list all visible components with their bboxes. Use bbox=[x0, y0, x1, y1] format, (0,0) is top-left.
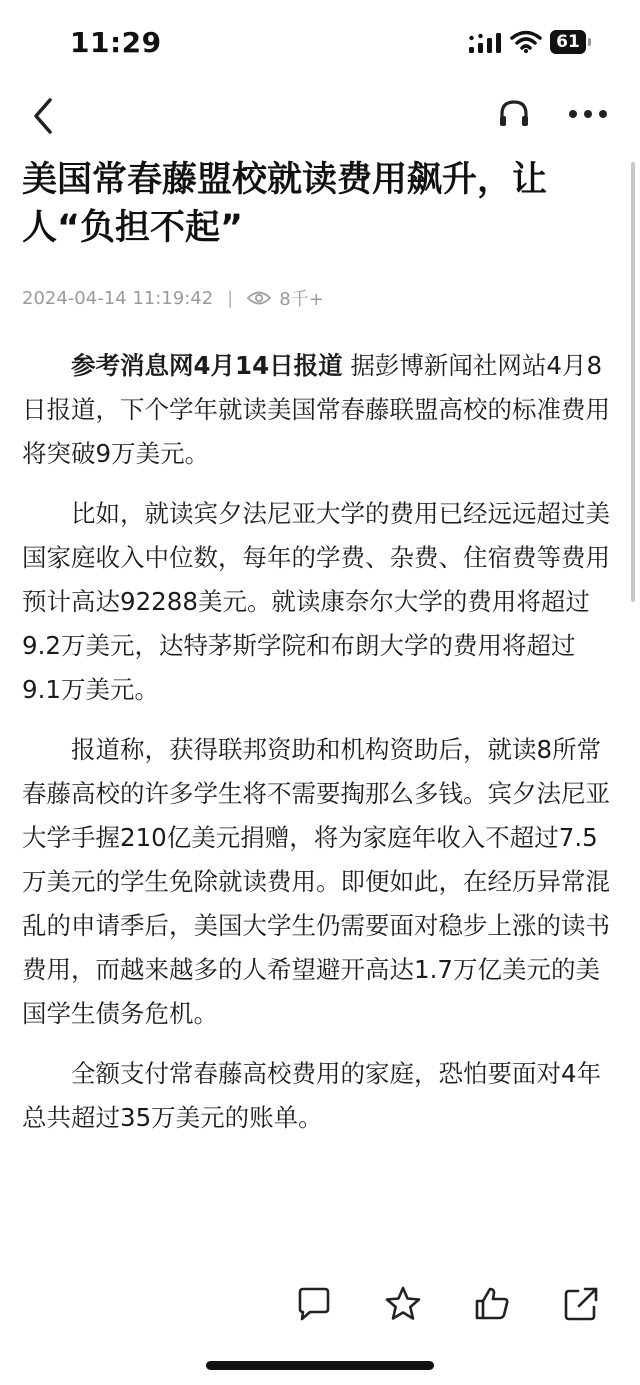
view-count: 8千+ bbox=[279, 289, 324, 310]
article-title: 美国常春藤盟校就读费用飙升，让人“负担不起” bbox=[22, 160, 548, 248]
eye-icon bbox=[247, 290, 271, 306]
more-icon[interactable] bbox=[566, 96, 610, 132]
battery-icon bbox=[550, 30, 592, 54]
paragraph-text: 全额支付常春藤高校费用的家庭，恐怕要面对4年总共超过35万美元的账单。 bbox=[22, 1059, 602, 1132]
paragraph bbox=[22, 728, 612, 1036]
share-icon[interactable] bbox=[561, 1284, 601, 1324]
paragraph bbox=[22, 1052, 612, 1140]
article-meta bbox=[22, 284, 324, 312]
nav-bar bbox=[0, 86, 640, 146]
article-body bbox=[22, 344, 612, 1156]
paragraph-text: 比如，就读宾夕法尼亚大学的费用已经远远超过美国家庭收入中位数，每年的学费、杂费、住宿费等费用预计高达92288美元。就读康奈尔大学的费用将超过9.2万美元，达特茅斯学院和布朗大学的费用将超过9.1万美元。 bbox=[22, 499, 610, 704]
paragraph bbox=[22, 344, 612, 476]
paragraph bbox=[22, 492, 612, 712]
battery-level: 61 bbox=[556, 32, 580, 52]
signal-icon bbox=[468, 32, 504, 54]
battery-cap bbox=[588, 38, 591, 46]
status-time: 11:29 bbox=[70, 26, 162, 59]
status-bar bbox=[0, 0, 640, 86]
comment-icon[interactable] bbox=[294, 1284, 334, 1324]
scrollbar[interactable] bbox=[631, 162, 635, 602]
headphones-icon[interactable] bbox=[496, 96, 532, 132]
paragraph-lead: 参考消息网4月14日报道 bbox=[71, 351, 343, 380]
publish-date: 2024-04-14 11:19:42 bbox=[22, 287, 214, 309]
back-icon[interactable] bbox=[24, 92, 64, 140]
action-bar bbox=[0, 1278, 640, 1334]
wifi-icon bbox=[510, 30, 542, 54]
meta-separator: | bbox=[227, 287, 234, 309]
paragraph-text: 据彭博新闻社网站4月8日报道，下个学年就读美国常春藤联盟高校的标准费用将突破9万美元。 bbox=[22, 351, 610, 468]
paragraph-text: 报道称，获得联邦资助和机构资助后，就读8所常春藤高校的许多学生将不需要掏那么多钱。宾夕法尼亚大学手握210亿美元捐赠，将为家庭年收入不超过7.5万美元的学生免除就读费用。即便如此，在经历异常混乱的申请季后，美国大学生仍需要面对稳步上涨的读书费用，而越来越多的人希望避开高达1.7万亿美元的美国学生债务危机。 bbox=[22, 735, 610, 1028]
home-indicator[interactable] bbox=[206, 1361, 434, 1370]
star-icon[interactable] bbox=[383, 1284, 423, 1324]
thumbs-up-icon[interactable] bbox=[472, 1284, 512, 1324]
